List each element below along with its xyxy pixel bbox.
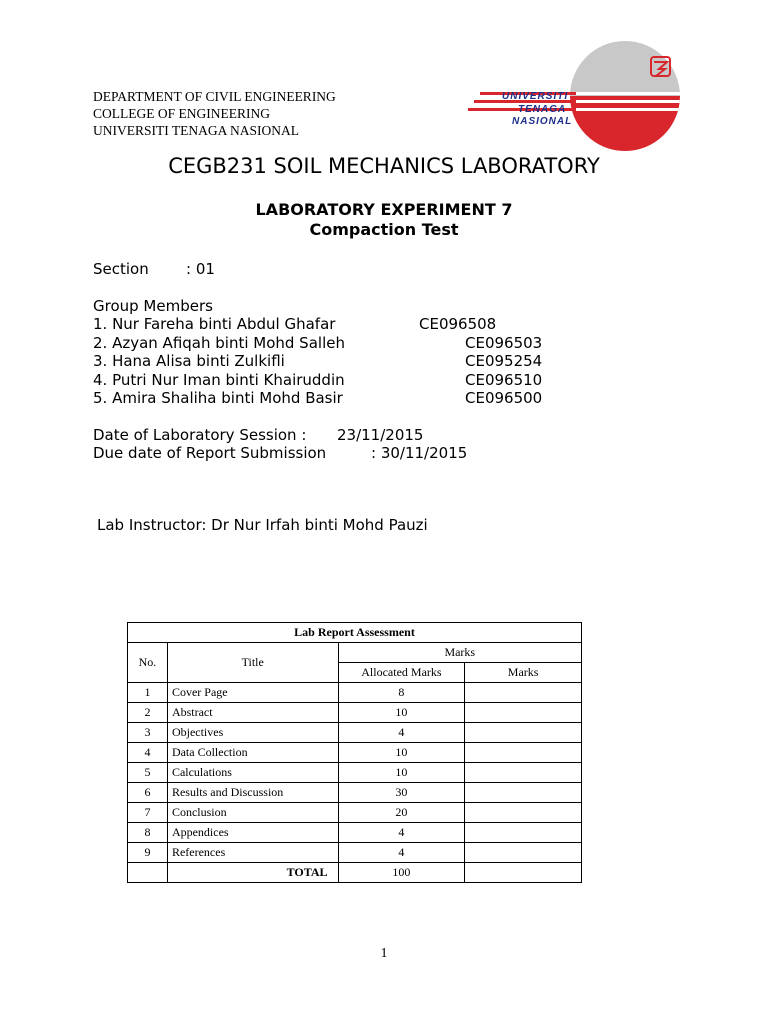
member-id: CE095254 [465, 352, 543, 370]
table-row [128, 743, 582, 763]
row-no: 5 [128, 763, 168, 783]
row-marks-cell [465, 683, 582, 703]
college-line: COLLEGE OF ENGINEERING [93, 106, 270, 121]
row-title: References [167, 843, 338, 863]
header-no: No. [128, 643, 168, 683]
university-logo [440, 40, 690, 152]
section-label: Section [93, 260, 149, 278]
row-allocated: 4 [338, 823, 465, 843]
row-allocated: 10 [338, 743, 465, 763]
row-marks-cell [465, 783, 582, 803]
table-row [128, 703, 582, 723]
row-no: 7 [128, 803, 168, 823]
header-allocated-marks: Allocated Marks [338, 663, 465, 683]
total-label: TOTAL [167, 863, 338, 883]
row-title: Objectives [167, 723, 338, 743]
row-no: 3 [128, 723, 168, 743]
row-allocated: 30 [338, 783, 465, 803]
row-marks-cell [465, 803, 582, 823]
row-title: Appendices [167, 823, 338, 843]
row-no: 2 [128, 703, 168, 723]
member-id: CE096508 [419, 315, 497, 333]
member-name: 2. Azyan Afiqah binti Mohd Salleh [93, 334, 345, 352]
row-allocated: 8 [338, 683, 465, 703]
member-name: 4. Putri Nur Iman binti Khairuddin [93, 371, 345, 389]
due-date-label: Due date of Report Submission [93, 444, 327, 462]
header-title: Title [167, 643, 338, 683]
row-allocated: 10 [338, 763, 465, 783]
total-row [128, 863, 582, 883]
table-row [128, 683, 582, 703]
row-no: 4 [128, 743, 168, 763]
row-marks-cell [465, 743, 582, 763]
session-date-value: 23/11/2015 [337, 426, 424, 444]
row-no: 8 [128, 823, 168, 843]
table-row [128, 763, 582, 783]
section-value: : 01 [186, 260, 215, 278]
header-obtained-marks: Marks [465, 663, 582, 683]
row-marks-cell [465, 763, 582, 783]
experiment-heading [0, 200, 768, 240]
row-allocated: 4 [338, 723, 465, 743]
row-marks-cell [465, 843, 582, 863]
row-title: Results and Discussion [167, 783, 338, 803]
total-no-cell [128, 863, 168, 883]
total-marks-cell [465, 863, 582, 883]
header-marks-group: Marks [338, 643, 581, 663]
member-id: CE096510 [465, 371, 543, 389]
table-row [128, 803, 582, 823]
row-title: Conclusion [167, 803, 338, 823]
logo-text-tenaga: TENAGA [518, 104, 567, 115]
row-allocated: 4 [338, 843, 465, 863]
university-line: UNIVERSITI TENAGA NASIONAL [93, 123, 299, 138]
member-name: 5. Amira Shaliha binti Mohd Basir [93, 389, 343, 407]
page-number: 1 [380, 946, 388, 961]
row-allocated: 20 [338, 803, 465, 823]
row-marks-cell [465, 703, 582, 723]
logo-text-nasional: NASIONAL [512, 116, 573, 127]
member-id: CE096503 [465, 334, 543, 352]
member-name: 3. Hana Alisa binti Zulkifli [93, 352, 285, 370]
row-title: Data Collection [167, 743, 338, 763]
row-allocated: 10 [338, 703, 465, 723]
experiment-title: LABORATORY EXPERIMENT 7 [255, 200, 513, 219]
row-title: Cover Page [167, 683, 338, 703]
row-marks-cell [465, 823, 582, 843]
course-title: CEGB231 SOIL MECHANICS LABORATORY [168, 154, 600, 178]
row-no: 6 [128, 783, 168, 803]
department-line: DEPARTMENT OF CIVIL ENGINEERING [93, 89, 336, 104]
due-date-value: : 30/11/2015 [371, 444, 468, 462]
row-marks-cell [465, 723, 582, 743]
row-title: Calculations [167, 763, 338, 783]
group-heading: Group Members [93, 297, 213, 315]
assessment-table [127, 622, 582, 883]
member-id: CE096500 [465, 389, 543, 407]
lab-instructor: Lab Instructor: Dr Nur Irfah binti Mohd Pauzi [97, 516, 428, 534]
table-row [128, 783, 582, 803]
table-row [128, 843, 582, 863]
total-allocated: 100 [338, 863, 465, 883]
table-row [128, 823, 582, 843]
experiment-subtitle: Compaction Test [309, 220, 459, 239]
row-no: 1 [128, 683, 168, 703]
session-date-label: Date of Laboratory Session : [93, 426, 307, 444]
row-no: 9 [128, 843, 168, 863]
logo-text-universiti: UNIVERSITI [502, 91, 569, 102]
department-header [93, 88, 336, 139]
table-row [128, 723, 582, 743]
member-name: 1. Nur Fareha binti Abdul Ghafar [93, 315, 336, 333]
row-title: Abstract [167, 703, 338, 723]
assessment-title: Lab Report Assessment [128, 623, 582, 643]
